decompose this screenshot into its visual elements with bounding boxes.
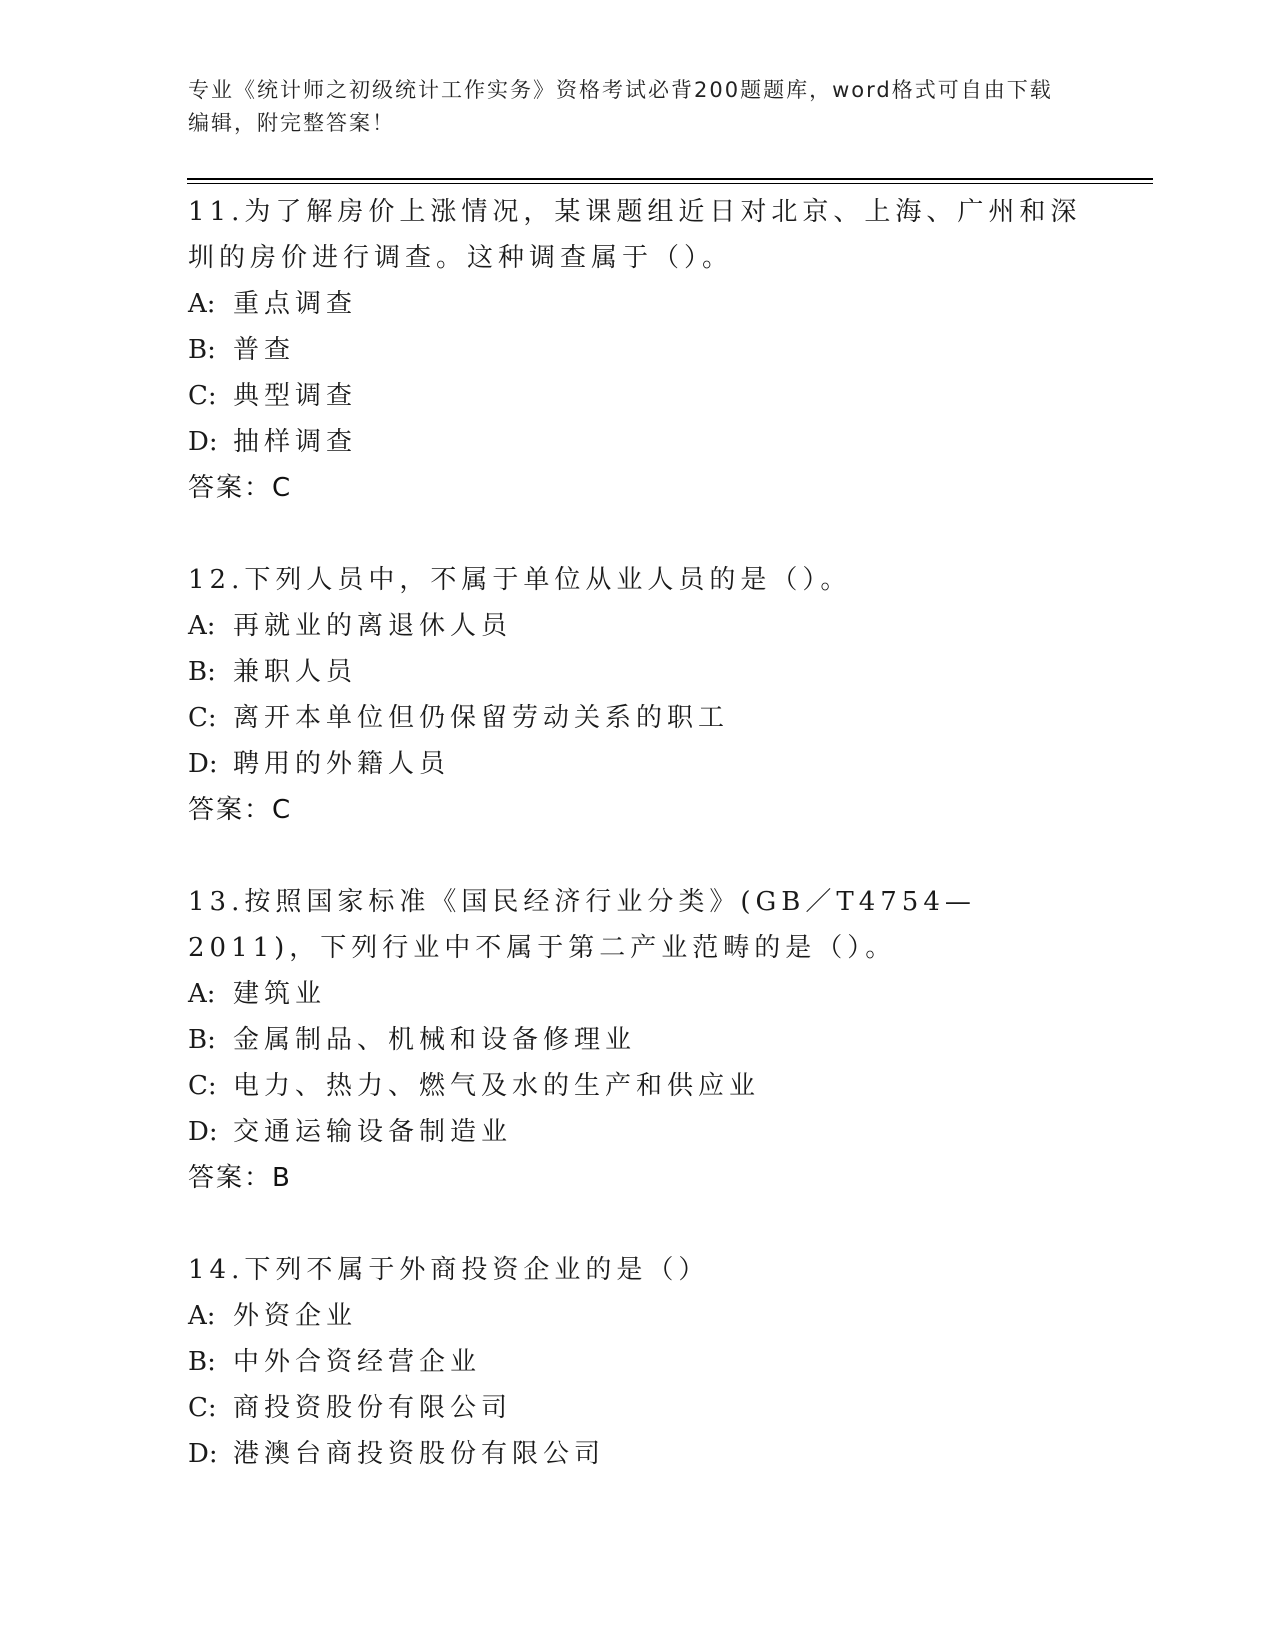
option-d (188, 1431, 1108, 1477)
option-letter: B: (188, 657, 216, 687)
option-letter: B: (188, 1025, 216, 1055)
option-a (188, 603, 1108, 649)
option-letter: D: (188, 1117, 218, 1147)
option-b (188, 327, 1108, 373)
option-d (188, 741, 1108, 787)
option-text: 港澳台商投资股份有限公司 (233, 1439, 606, 1469)
option-b (188, 1017, 1108, 1063)
option-text: 再就业的离退休人员 (233, 611, 513, 641)
option-letter: B: (188, 335, 216, 365)
option-text: 抽样调查 (233, 427, 358, 457)
option-text: 金属制品、机械和设备修理业 (233, 1025, 637, 1055)
header-rule-thick (187, 178, 1153, 180)
option-letter: D: (188, 749, 218, 779)
option-letter: C: (188, 703, 217, 733)
option-text: 建筑业 (233, 979, 327, 1009)
option-letter: A: (188, 289, 216, 319)
option-text: 商投资股份有限公司 (233, 1393, 513, 1423)
answer-line: 答案：C (188, 795, 293, 825)
option-text: 普查 (233, 335, 296, 365)
option-a (188, 1293, 1108, 1339)
answer-line: 答案：B (188, 1163, 292, 1193)
question-list (188, 189, 1108, 1523)
option-text: 重点调查 (233, 289, 358, 319)
option-letter: A: (188, 611, 216, 641)
option-text: 交通运输设备制造业 (233, 1117, 513, 1147)
option-letter: D: (188, 1439, 218, 1469)
option-letter: A: (188, 979, 216, 1009)
option-b (188, 1339, 1108, 1385)
question-stem: 11.为了解房价上涨情况，某课题组近日对北京、上海、广州和深圳的房价进行调查。这种调查属于（）。 (188, 197, 1082, 273)
question-stem: 14.下列不属于外商投资企业的是（） (188, 1255, 710, 1285)
option-text: 典型调查 (233, 381, 358, 411)
option-c (188, 1063, 1108, 1109)
option-letter: B: (188, 1347, 216, 1377)
option-text: 聘用的外籍人员 (233, 749, 451, 779)
option-a (188, 281, 1108, 327)
option-d (188, 1109, 1108, 1155)
option-c (188, 373, 1108, 419)
answer-line: 答案：C (188, 473, 293, 503)
option-a (188, 971, 1108, 1017)
question-stem: 12.下列人员中，不属于单位从业人员的是（）。 (188, 565, 852, 595)
option-text: 中外合资经营企业 (233, 1347, 482, 1377)
option-letter: C: (188, 1393, 217, 1423)
option-text: 兼职人员 (233, 657, 358, 687)
option-d (188, 419, 1108, 465)
question-12 (188, 557, 1108, 833)
option-b (188, 649, 1108, 695)
question-stem: 13.按照国家标准《国民经济行业分类》(GB／T4754—2011)，下列行业中不属于第二产业范畴的是（）。 (188, 887, 976, 963)
question-11 (188, 189, 1108, 511)
option-letter: A: (188, 1301, 216, 1331)
option-text: 外资企业 (233, 1301, 358, 1331)
option-letter: D: (188, 427, 218, 457)
question-14 (188, 1247, 1108, 1477)
question-13 (188, 879, 1108, 1201)
header-rule-thin (187, 183, 1153, 184)
option-text: 离开本单位但仍保留劳动关系的职工 (233, 703, 730, 733)
option-c (188, 695, 1108, 741)
option-c (188, 1385, 1108, 1431)
option-letter: C: (188, 381, 217, 411)
page-header: 专业《统计师之初级统计工作实务》资格考试必背200题题库，word格式可自由下载编辑，附完整答案！ (188, 78, 1053, 135)
option-letter: C: (188, 1071, 217, 1101)
option-text: 电力、热力、燃气及水的生产和供应业 (233, 1071, 761, 1101)
